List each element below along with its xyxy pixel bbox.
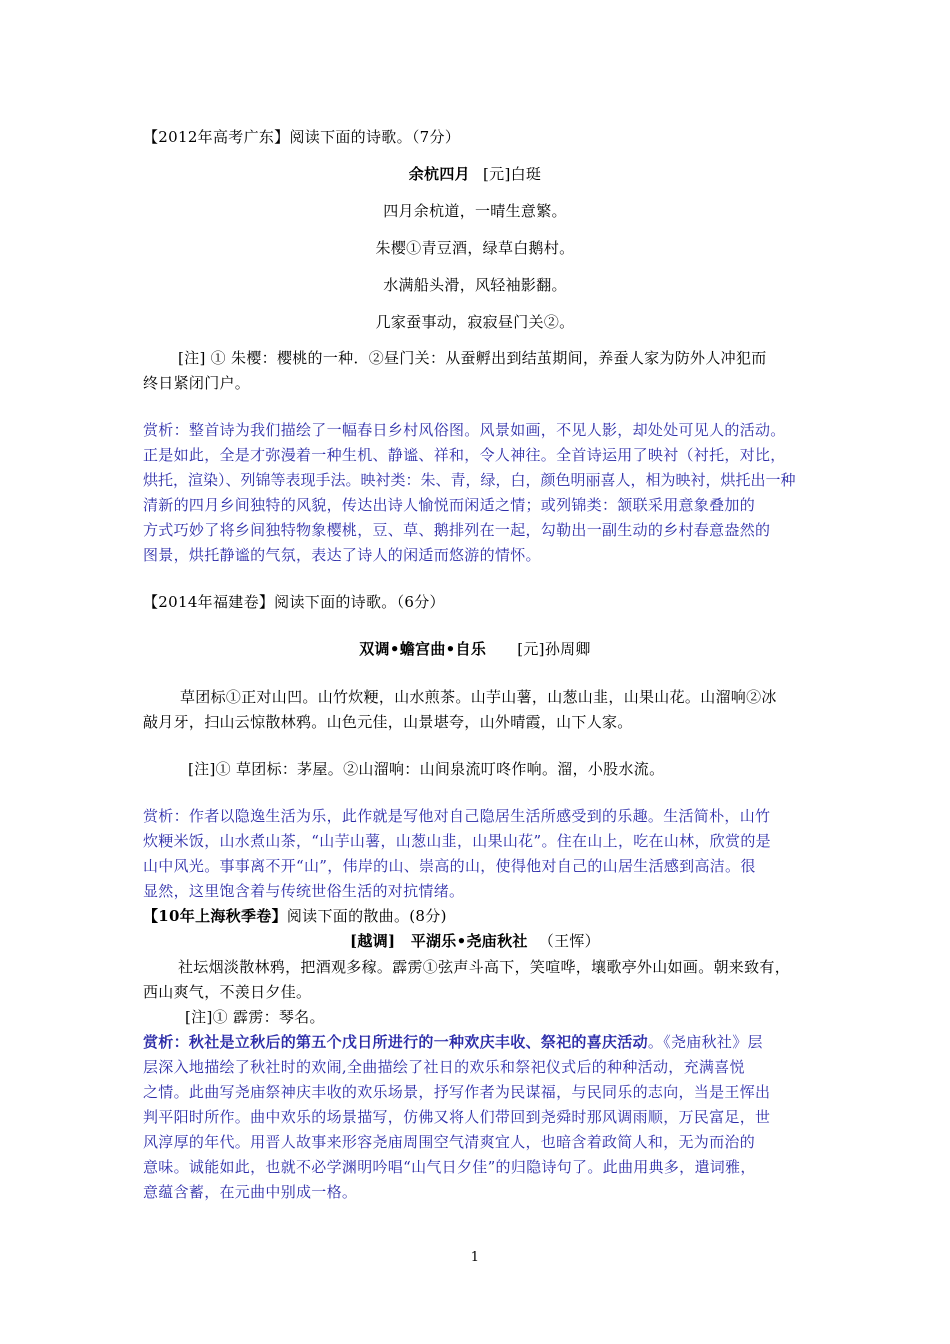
section3-analysis-line-6: 意味。诚能如此，也就不必学渊明吟唱“山气日夕佳”的归隐诗句了。此曲用典多，遣词雅， [143,1158,756,1176]
section3-analysis-line-4: 判平阳时所作。曲中欢乐的场景描写，仿佛又将人们带回到尧舜时那风调雨顺，万民富足，世 [143,1108,771,1126]
sanqu-body-line-2: 西山爽气，不羡日夕佳。 [143,983,312,1001]
sanqu-body-line-1: 社坛烟淡散林鸦，把酒观多稼。霹雳①弦声斗高下，笑喧哗，壤歌亭外山如画。朝来致有， [178,958,791,976]
sanqu-title: [越调] 平湖乐•尧庙秋社 [350,932,528,950]
qu-title-line [0,639,950,659]
section3-header [143,906,447,926]
section2-analysis-line-2: 炊粳米饭，山水煮山茶，“山芋山薯，山葱山韭，山果山花”。住在山上，吃在山林，欣赏的是 [143,832,771,850]
poem-note-line-2: 终日紧闭门户。 [143,374,251,392]
section1-analysis-line-3: 烘托，渲染）、列锦等表现手法。映衬类：朱、青，绿，白，颜色明丽喜人，相为映衬，烘托出一种 [143,471,796,489]
section1-analysis-line-2: 正是如此，全是才弥漫着一种生机、静谧、祥和，令人神往。全首诗运用了映衬（衬托，对比， [143,446,786,464]
section2-analysis-line-1: 赏析：作者以隐逸生活为乐，此作就是写他对自己隐居生活所感受到的乐趣。生活简朴，山竹 [143,807,771,825]
qu-author: [元]孙周卿 [517,640,591,658]
poem-line-4: 几家蚕事动，寂寂昼门关②。 [375,313,575,331]
section3-analysis-line-5: 风淳厚的年代。用晋人故事来形容尧庙周围空气清爽宜人，也暗含着政简人和，无为而治的 [143,1133,756,1151]
section3-analysis-first-rest: 。《尧庙秋社》层 [647,1033,763,1051]
qu-body-line-1: 草团标①正对山凹。山竹炊粳，山水煎茶。山芋山薯，山葱山韭，山果山花。山溜响②冰 [180,688,777,706]
section2-analysis-line-4: 显然，这里饱含着与传统世俗生活的对抗情绪。 [143,882,465,900]
sanqu-title-line [0,931,950,951]
page-number: 1 [470,1250,480,1265]
qu-body-line-2: 敲月牙，扫山云惊散林鸦。山色元佳，山景堪夸，山外晴霞，山下人家。 [143,713,633,731]
sanqu-note: [注]① 霹雳：琴名。 [185,1008,325,1026]
section2-header: 【2014年福建卷】阅读下面的诗歌。（6分） [143,593,445,611]
section3-analysis-line-2: 层深入地描绘了秋社时的欢闹,全曲描绘了社日的欢乐和祭祀仪式后的种种活动，充满喜悦 [143,1058,745,1076]
poem-note-line-1: [注] ① 朱樱：樱桃的一种．②昼门关：从蚕孵出到结茧期间，养蚕人家为防外人冲犯而 [178,349,767,367]
section3-analysis-line-7: 意蕴含蓄，在元曲中别成一格。 [143,1183,358,1201]
section3-analysis-bold: 赏析：秋社是立秋后的第五个戊日所进行的一种欢庆丰收、祭祀的喜庆活动 [143,1033,648,1051]
section3-header-rest: 阅读下面的散曲。(8分) [286,907,447,925]
qu-title: 双调•蟾宫曲•自乐 [359,640,487,658]
section1-analysis-line-1: 赏析：整首诗为我们描绘了一幅春日乡村风俗图。风景如画，不见人影，却处处可见人的活动。 [143,421,786,439]
section1-analysis-line-4: 清新的四月乡间独特的风貌，传达出诗人愉悦而闲适之情；或列锦类：颔联采用意象叠加的 [143,496,756,514]
section1-analysis-line-6: 图景，烘托静谧的气氛，表达了诗人的闲适而悠游的情怀。 [143,546,541,564]
section3-analysis-line-1 [143,1032,763,1052]
poem-author: [元]白珽 [483,165,542,183]
poem-line-1: 四月余杭道，一晴生意繁。 [383,202,567,220]
poem-title-line [0,164,950,184]
section1-header: 【2012年高考广东】阅读下面的诗歌。（7分） [143,128,461,146]
qu-note: [注]① 草团标：茅屋。②山溜响：山间泉流叮咚作响。溜，小股水流。 [188,760,665,778]
poem-title: 余杭四月 [408,165,470,183]
section1-analysis-line-5: 方式巧妙了将乡间独特物象樱桃，豆、草、鹅排列在一起，勾勒出一副生动的乡村春意盎然的 [143,521,771,539]
sanqu-author: （王恽） [538,932,600,950]
section3-analysis-line-3: 之情。此曲写尧庙祭神庆丰收的欢乐场景，抒写作者为民谋福，与民同乐的志向，当是王恽出 [143,1083,771,1101]
poem-line-2: 朱樱①青豆酒，绿草白鹅村。 [375,239,575,257]
section2-analysis-line-3: 山中风光。事事离不开“山”，伟岸的山、崇高的山，使得他对自己的山居生活感到高洁。很 [143,857,756,875]
poem-line-3: 水满船头滑，风轻袖影翻。 [383,276,567,294]
section3-header-bold: 【10年上海秋季卷】 [143,907,287,925]
